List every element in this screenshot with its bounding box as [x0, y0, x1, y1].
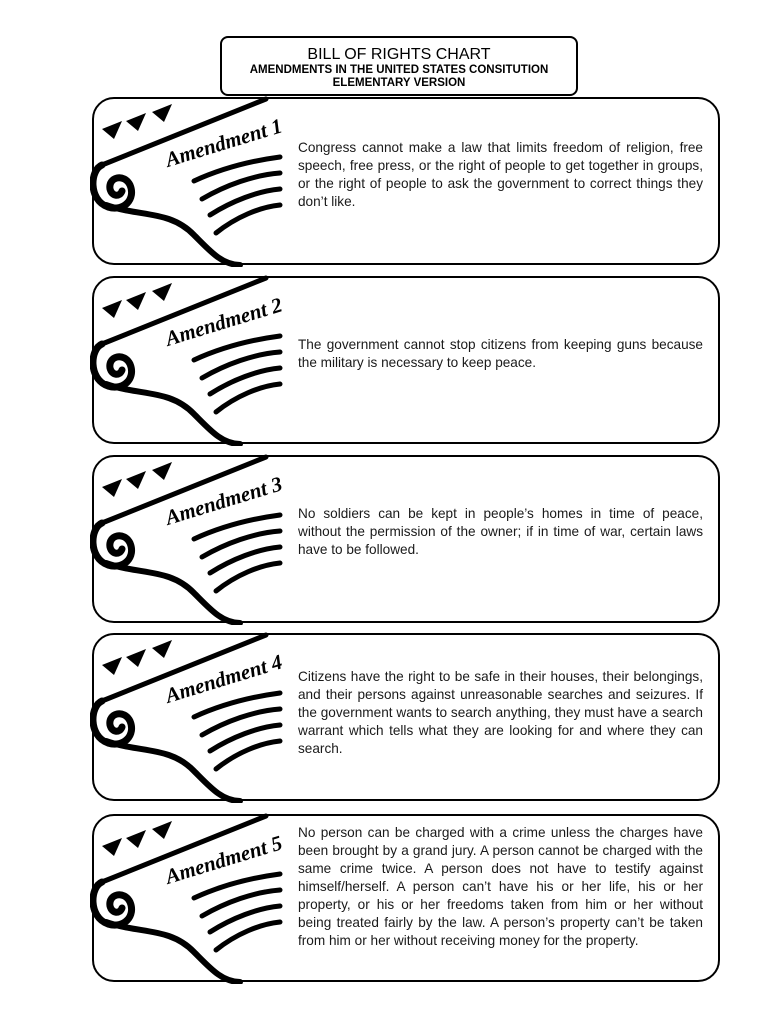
- scroll-icon: [90, 631, 290, 803]
- scroll-icon: [90, 453, 290, 625]
- chart-subtitle: AMENDMENTS IN THE UNITED STATES CONSITUTION: [249, 64, 549, 76]
- amendment-label: Amendment 2: [162, 292, 285, 351]
- amendment-text: The government cannot stop citizens from keeping guns because the military is necessary to keep peace.: [298, 337, 703, 370]
- amendment-card-2: [92, 276, 720, 444]
- amendment-label: Amendment 3: [162, 471, 285, 530]
- amendment-label: Amendment 4: [162, 649, 285, 708]
- scroll-icon: [90, 812, 290, 984]
- amendment-label: Amendment 1: [162, 113, 285, 172]
- amendment-text: Congress cannot make a law that limits freedom of religion, free speech, free press, or the right of people to get together in groups, or the right of people to ask the government to correct things they don’t like.: [298, 140, 703, 209]
- amendment-card-5: [92, 814, 720, 982]
- amendment-label: Amendment 5: [162, 830, 285, 889]
- amendment-text: Citizens have the right to be safe in their houses, their belongings, and their persons against unreasonable searches and seizures. If the government wants to search anything, they must have a search warrant which tells what they are looking for and where they can search.: [298, 669, 703, 756]
- scroll-icon: [90, 95, 290, 267]
- scroll-icon: [90, 274, 290, 446]
- amendment-card-1: [92, 97, 720, 265]
- amendment-text: No soldiers can be kept in people’s homes in time of peace, without the permission of the owner; if in time of war, certain laws have to be followed.: [298, 506, 703, 557]
- chart-version: ELEMENTARY VERSION: [332, 77, 466, 89]
- amendment-card-4: [92, 633, 720, 801]
- amendment-card-3: [92, 455, 720, 623]
- chart-title: BILL OF RIGHTS CHART: [307, 46, 491, 63]
- amendment-text: No person can be charged with a crime unless the charges have been brought by a grand jury. A person cannot be charged with the same crime twice. A person does not have to testify against himself/herself. A person can’t have his or her life, his or her property, or his or her freedoms taken from him or her without being treated fairly by the law. A person’s property can’t be taken from him or her without receiving money for the property.: [298, 825, 703, 948]
- chart-header: [220, 36, 578, 96]
